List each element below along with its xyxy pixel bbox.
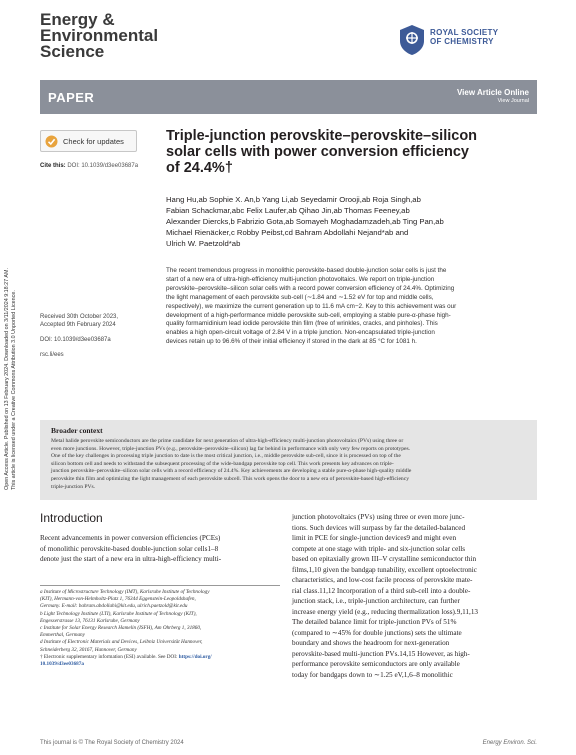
abstract [166, 267, 536, 347]
abstract-line: enables a high open-circuit voltage of 2.84 V in a triple junction. Non-encapsulated triple-junction [166, 329, 435, 337]
esi-link-continued[interactable]: 10.1039/d3ee03687a [40, 661, 84, 668]
article-dates [40, 313, 160, 359]
journal-title-line: Energy & [40, 10, 115, 29]
broader-context-text [51, 438, 526, 491]
body-line: characteristics, and low-cost facile process of perovskite mate- [292, 576, 473, 584]
intro-left-column [40, 533, 280, 565]
journal-abbreviation: Energy Environ. Sci. [482, 740, 537, 746]
broader-context-line: One of the key challenges in processing triple junction to date is the most critical junction, i.e., middle perovskite sub-cell, since it is processed on top of the [51, 453, 401, 460]
author-line[interactable]: Ulrich W. Paetzold*ab [166, 239, 241, 248]
esi-prefix: † Electronic supplementary information (ESI) available. See DOI: [40, 653, 179, 660]
journal-title [40, 12, 240, 60]
journal-title-line: Environmental [40, 26, 159, 45]
view-journal-link[interactable]: View Journal [497, 98, 529, 104]
cite-doi[interactable]: DOI: 10.1039/d3ee03687a [67, 163, 139, 169]
affiliation-line: d Institute of Electronic Materials and Devices, Leibniz Universität Hannover, [40, 639, 203, 646]
affiliation-line: Emmerthal, Germany [40, 632, 85, 639]
abstract-line: respectively), we maximize the current generation up to 11.6 mA cm−2. Key to this achievement was our [166, 302, 457, 310]
affiliation-line[interactable]: Germany. E-mail: bahram.abdollahi@kit.edu, ulrich.paetzold@kit.edu [40, 603, 188, 610]
body-line: increase energy yield (e.g., reducing thermalization loss).9,11,13 [292, 607, 479, 616]
article-title-line: Triple-junction perovskite–perovskite–silicon [166, 128, 478, 144]
article-type-label: PAPER [48, 90, 95, 105]
body-line: films,1,10 given the bandgap tunability, excellent optoelectronic [292, 565, 477, 574]
author-line[interactable]: Hang Hu,ab Sophie X. An,b Yang Li,ab Seyedamir Orooji,ab Roja Singh,ab [166, 195, 421, 204]
abstract-line: perovskite–perovskite–silicon solar cells with a record power conversion efficiency of 24.4%. Optimizing [166, 284, 455, 292]
broader-context-line: even more junctions. However, triple-junction PVs (e.g., perovskite–perovskite–silicon) lag far behind in performance with only very few reports on prototypes. [51, 445, 411, 452]
open-access-text [4, 150, 18, 490]
article-doi[interactable]: DOI: 10.1039/d3ee03687a [40, 337, 111, 343]
article-title-line: solar cells with power conversion efficiency [166, 144, 469, 160]
view-links [457, 88, 529, 104]
affiliations [40, 589, 280, 668]
journal-site-link[interactable]: rsc.li/ees [40, 352, 64, 358]
accepted-date: Accepted 9th February 2024 [40, 322, 116, 328]
body-line: compete at one stage with triple- and six-junction solar cells [292, 544, 466, 553]
open-access-line[interactable]: This article is licensed under a Creative Commons Attribution 3.0 Unported Licence. [11, 290, 17, 490]
article-title-line: of 24.4%† [166, 160, 233, 176]
body-line: denote just the start of a new era in ultra-high-efficiency multi- [40, 555, 222, 563]
footnote-divider [40, 585, 280, 586]
body-line: performance perovskite semiconductors are only available [292, 660, 460, 668]
body-line: rial class.11,12 Incorporation of a third sub-cell into a double- [292, 586, 471, 595]
author-line[interactable]: Michael Rienäcker,c Robby Peibst,cd Bahram Abdollahi Nejand*ab and [166, 228, 409, 237]
body-line: boundary and shows the headroom for next-generation [292, 639, 450, 647]
broader-context-line: triple-junction PVs. [51, 483, 96, 490]
article-type-banner [40, 80, 537, 114]
broader-context-line: Metal halide perovskite semiconductors are the prime candidate for next generation of ultra-high-efficiency multi-junction photovoltaics (PVs) using three or [51, 438, 404, 444]
body-line: The detailed balance limit for triple-junction PVs of 51% [292, 618, 457, 626]
article-title [166, 128, 526, 176]
copyright-notice: This journal is © The Royal Society of Chemistry 2024 [40, 740, 184, 746]
abstract-line: The recent tremendous progress in monolithic perovskite-based double-junction solar cells is just the [166, 267, 447, 274]
body-line: perovskite-based multi-junction PVs.14,15 However, as high- [292, 649, 470, 658]
journal-title-line: Science [40, 42, 105, 61]
introduction-heading: Introduction [40, 511, 103, 525]
abstract-line: development of a high-performance middle perovskite sub-cell, employing a stable pure-α-phase high- [166, 311, 451, 319]
body-line: limit in PCE for single-junction devices9 and might even [292, 534, 457, 542]
body-line: junction photovoltaics (PVs) using three or even more junc- [292, 513, 465, 521]
broader-context-line: junction perovskite–perovskite–silicon solar cells with a record efficiency of 24.4%. Key achievements are developing a stable pure-α-phase high-quality middle [51, 468, 412, 475]
abstract-line: devices retain up to 96.6% of their initial efficiency if stored in the dark at 85 °C for 1081 h. [166, 338, 417, 346]
affiliation-line: Schneiderberg 32, 30167, Hannover, Germany [40, 646, 137, 653]
affiliation-line: b Light Technology Institute (LTI), Karlsruhe Institute of Technology (KIT), [40, 610, 197, 617]
body-line: based on epitaxially grown III–V crystalline semiconductor thin [292, 555, 477, 563]
publisher-name [430, 28, 498, 46]
body-line: (compared to ∼45% for double junctions) sets the ultimate [292, 628, 462, 637]
check-updates-icon [45, 135, 58, 148]
broader-context-box [40, 420, 537, 500]
body-line: of monolithic perovskite-based double-junction solar cells1–8 [40, 544, 219, 553]
body-line: Recent advancements in power conversion efficiencies (PCEs) [40, 534, 221, 542]
affiliation-line: c Institute for Solar Energy Research Hamelin (ISFH), Am Ohrberg 1, 31860, [40, 625, 202, 632]
body-line: today for bandgaps down to ∼1.25 eV,1,6–8 monolithic [292, 670, 453, 679]
check-for-updates-label: Check for updates [63, 137, 124, 146]
open-access-notice [4, 150, 28, 490]
check-for-updates-button[interactable] [40, 130, 137, 152]
abstract-line: start of a new era of ultra-high-efficiency multi-junction photovoltaics. We report on triple-junction [166, 275, 435, 283]
abstract-line: the light management of each perovskite sub-cell (∼1.84 and ∼1.52 eV for top and middle cells, [166, 293, 434, 301]
affiliation-line: (KIT), Hermann-von-Helmholtz-Platz 1, 76344 Eggenstein-Leopoldshafen, [40, 596, 196, 603]
author-list [166, 194, 536, 249]
rsc-logo[interactable] [398, 24, 538, 58]
author-line[interactable]: Fabian Schackmar,abc Felix Laufer,ab Qihao Jin,ab Thomas Feeney,ab [166, 206, 410, 215]
broader-context-line: silicon bottom cell and needs to withstand the subsequent processing of the wide-bandgap perovskite top cell. This work presents key advances on triple- [51, 460, 394, 467]
author-line[interactable]: Alexander Diercks,b Fabrizio Gota,ab Somayeh Moghadamzadeh,ab Ting Pan,ab [166, 217, 444, 226]
publisher-name-line: OF CHEMISTRY [430, 37, 494, 46]
open-access-line[interactable]: Open Access Article. Published on 13 February 2024. Downloaded on 3/11/2024 9:18:27 AM. [4, 268, 10, 490]
cite-label: Cite this: [40, 163, 66, 169]
body-line: junction stack, i.e., triple-junction architecture, can further [292, 597, 460, 605]
view-article-online-link[interactable]: View Article Online [456, 88, 529, 97]
rsc-crest-icon [398, 24, 426, 56]
publisher-name-line: ROYAL SOCIETY [430, 28, 499, 37]
esi-note [40, 654, 280, 661]
cite-this [40, 163, 138, 169]
body-line: tions. Such devices will surpass by far the detailed-balanced [292, 523, 466, 532]
broader-context-line: perovskite thin film and optimizing the light management of each perovskite subcell. This work opens the door to a new era of perovskite-based high-efficiency [51, 475, 410, 482]
intro-right-column [292, 512, 537, 680]
broader-context-heading: Broader context [51, 426, 103, 435]
received-date: Received 30th October 2023, [40, 314, 119, 320]
affiliation-line: a Institute of Microstructure Technology (IMT), Karlsruhe Institute of Technology [40, 589, 210, 595]
esi-link[interactable]: https://doi.org/ [178, 653, 212, 660]
affiliation-line: Engesserstrasse 13, 76131 Karlsruhe, Germany [40, 617, 140, 624]
abstract-line: quality formamidinium lead iodide perovskite thin film (free of wrinkles, cracks, and pinholes). This [166, 320, 438, 328]
